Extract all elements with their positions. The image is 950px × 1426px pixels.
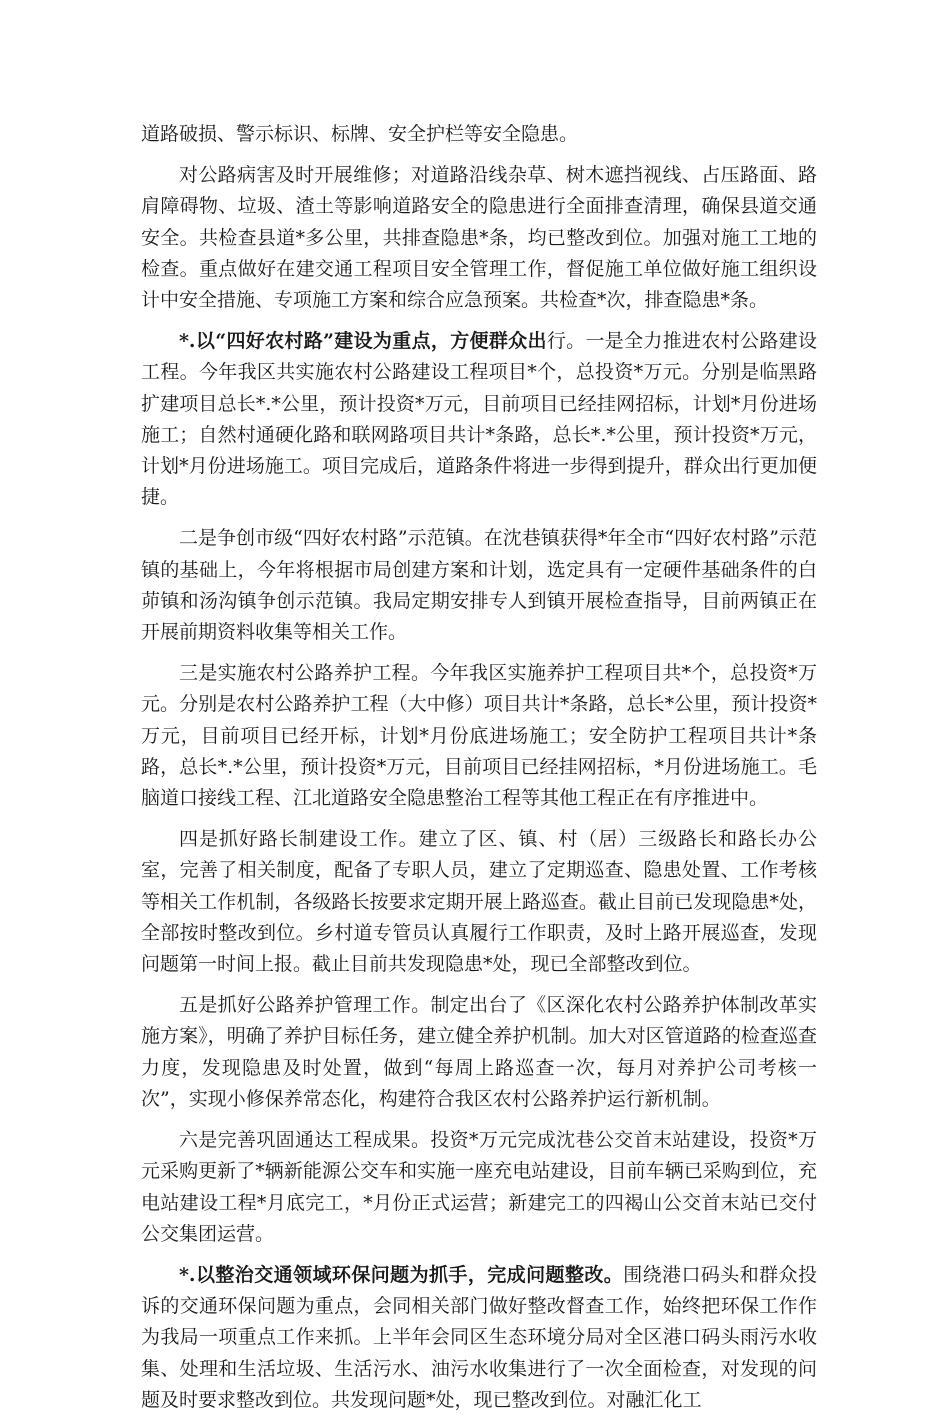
paragraph-9-heading: *.以整治交通领域环保问题为抓手，完成问题整改。	[179, 1263, 624, 1286]
paragraph-3-heading: *.以“四好农村路”建设为重点，方便群众出	[179, 330, 547, 353]
paragraph-4-text: 二是争创市级“四好农村路”示范镇。在沈巷镇获得*年全市“四好农村路”示范镇的基础上，今年将根据市局创建方案和计划，选定具有一定硬件基础条件的白茆镇和汤沟镇争创示范镇。我局定期安排专人到镇开展检查指导，目前两镇正在开展前期资料收集等相关工作。	[141, 527, 817, 644]
document-page	[141, 119, 817, 1426]
paragraph-8-text: 六是完善巩固通达工程成果。投资*万元完成沈巷公交首末站建设，投资*万元采购更新了*辆新能源公交车和实施一座充电站建设，目前车辆已采购到位，充电站建设工程*月底完工，*月份正式运营；新建完工的四褐山公交首末站已交付公交集团运营。	[141, 1129, 817, 1245]
paragraph-6	[141, 824, 817, 980]
paragraph-6-text: 四是抓好路长制建设工作。建立了区、镇、村（居）三级路长和路长办公室，完善了相关制度，配备了专职人员，建立了定期巡查、隐患处置、工作考核等相关工作机制，各级路长按要求定期开展上路巡查。截止目前已发现隐患*处，全部按时整改到位。乡村道专管员认真履行工作职责，及时上路开展巡查，发现问题第一时间上报。截止目前共发现隐患*处，现已全部整改到位。	[141, 828, 817, 976]
paragraph-2-text: 对公路病害及时开展维修；对道路沿线杂草、树木遮挡视线、占压路面、路肩障碍物、垃圾、渣土等影响道路安全的隐患进行全面排查清理，确保县道交通安全。共检查县道*多公里，共排查隐患*条，均已整改到位。加强对施工工地的检查。重点做好在建交通工程项目安全管理工作，督促施工单位做好施工组织设计中安全措施、专项施工方案和综合应急预案。共检查*次，排查隐患*条。	[141, 164, 817, 312]
paragraph-3	[141, 326, 817, 513]
paragraph-1	[141, 119, 817, 150]
paragraph-7	[141, 990, 817, 1115]
paragraph-1-text: 道路破损、警示标识、标牌、安全护栏等安全隐患。	[141, 123, 579, 145]
paragraph-9-text: 围绕港口码头和群众投诉的交通环保问题为重点，会同相关部门做好整改督查工作，始终把环保工作作为我局一项重点工作来抓。上半年会同区生态环境分局对全区港口码头雨污水收集、处理和生活垃圾、生活污水、油污水收集进行了一次全面检查，对发现的问题及时要求整改到位。共发现问题*处，现已整改到位。对融汇化工	[141, 1263, 817, 1411]
paragraph-3-text: 行。一是全力推进农村公路建设工程。今年我区共实施农村公路建设工程项目*个，总投资*万元。分别是临黑路扩建项目总长*.*公里，预计投资*万元，目前项目已经挂网招标，计划*月份进场施工；自然村通硬化路和联网路项目共计*条路，总长*.*公里，预计投资*万元，计划*月份进场施工。项目完成后，道路条件将进一步得到提升，群众出行更加便捷。	[141, 330, 817, 509]
paragraph-8	[141, 1125, 817, 1250]
paragraph-4	[141, 523, 817, 648]
paragraph-5	[141, 658, 817, 814]
paragraph-9	[141, 1260, 817, 1416]
paragraph-7-text: 五是抓好公路养护管理工作。制定出台了《区深化农村公路养护体制改革实施方案》，明确了养护目标任务，建立健全养护机制。加大对区管道路的检查巡查力度，发现隐患及时处置，做到“每周上路巡查一次，每月对养护公司考核一次”，实现小修保养常态化，构建符合我区农村公路养护运行新机制。	[141, 994, 817, 1110]
paragraph-2	[141, 160, 817, 316]
paragraph-5-text: 三是实施农村公路养护工程。今年我区实施养护工程项目共*个，总投资*万元。分别是农村公路养护工程（大中修）项目共计*条路，总长*公里，预计投资*万元，目前项目已经开标，计划*月份底进场施工；安全防护工程项目共计*条路，总长*.*公里，预计投资*万元，目前项目已经挂网招标，*月份进场施工。毛脑道口接线工程、江北道路安全隐患整治工程等其他工程正在有序推进中。	[141, 662, 817, 810]
